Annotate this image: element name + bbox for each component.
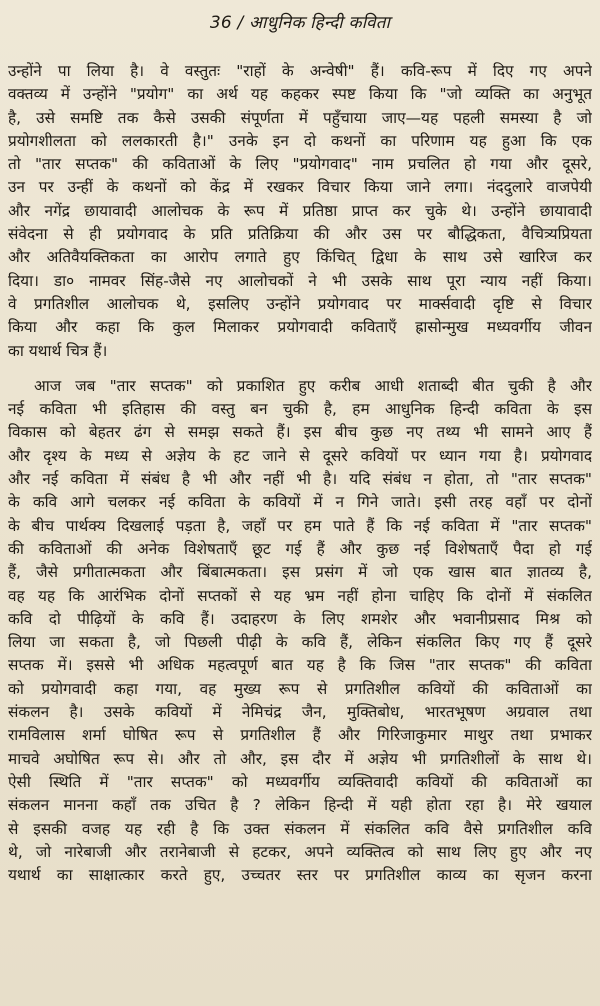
text-line: और दृश्य के मध्य से अज्ञेय के हट जाने से दूसरे कवियों पर ध्यान गया है। प्रयोगवाद [8, 446, 592, 465]
text-line: है, उसे समष्टि तक कैसे उसकी संपूर्णता में पहुँचाया जाए—यह पहली समस्या है जो [8, 108, 592, 127]
paragraph-gap [8, 363, 592, 375]
text-line: वक्तव्य में उन्होंने "प्रयोग" का अर्थ यह कहकर स्पष्ट किया कि "जो व्यक्ति का अनुभूत [8, 85, 592, 104]
text-line: और नई कविता में संबंध है भी और नहीं भी है। यदि संबंध न होता, तो "तार सप्तक" [8, 470, 592, 489]
text-line: संकलन है। उसके कवियों में नेमिचंद्र जैन, मुक्तिबोध, भारतभूषण अग्रवाल तथा [8, 703, 592, 722]
text-line: संवेदना से ही प्रयोगवाद के प्रति प्रतिक्रिया की और उस पर बौद्धिकता, वैचित्र्यप्रियता [8, 225, 592, 244]
text-line: वे प्रगतिशील आलोचक थे, इसलिए उन्होंने प्रयोगवाद पर मार्क्सवादी दृष्टि से विचार [8, 294, 592, 313]
text-line: की कविताओं की अनेक विशेषताएँ छूट गई हैं और कुछ नई विशेषताएँ पैदा हो गई [8, 539, 592, 558]
text-line: उन्होंने पा लिया है। वे वस्तुतः "राहों के अन्वेषी" हैं। कवि-रूप में दिए गए अपने [8, 62, 592, 80]
text-line: संकलन मानना कहाँ तक उचित है ? लेकिन हिन्दी में यही होता रहा है। मेरे खयाल [8, 796, 592, 815]
text-line: तो "तार सप्तक" की कविताओं के लिए "प्रयोगवाद" नाम प्रचलित हो गया और दूसरे, [8, 155, 592, 174]
text-line: और नगेंद्र छायावादी आलोचक के रूप में प्रतिष्ठा प्राप्त कर चुके थे। उन्होंने छायावादी [8, 201, 592, 220]
text-line: का यथार्थ चित्र हैं। [8, 341, 108, 360]
text-line: और अतिवैयक्तिकता का आरोप लगाते हुए किंचित् द्विधा के साथ उसे खारिज कर [8, 248, 592, 267]
text-line: रामविलास शर्मा घोषित रूप से प्रगतिशील हैं और गिरिजाकुमार माथुर तथा प्रभाकर [8, 726, 592, 745]
text-line: प्रयोगशीलता को ललकारती है।" उनके इन दो कथनों का परिणाम यह हुआ कि एक [8, 131, 592, 150]
text-line: उन पर उन्हीं के कथनों को केंद्र में रखकर विचार किया जाने लगा। नंददुलारे वाजपेयी [8, 178, 592, 197]
text-line: विकास को बेहतर ढंग से समझ सकते हैं। इस बीच कुछ नए तथ्य भी सामने आए हैं [8, 423, 592, 442]
paragraph-2 [8, 375, 592, 888]
text-line: माचवे अघोषित रूप से। और तो और, इस दौर में अज्ञेय भी प्रगतिशीलों के साथ थे। [8, 749, 592, 768]
text-line: ऐसी स्थिति में "तार सप्तक" को मध्यवर्गीय व्यक्तिवादी कवियों की कविताओं का [8, 772, 592, 791]
body-text [8, 60, 592, 887]
text-line: लिया जा सकता है, जो पिछली पीढ़ी के कवि हैं, लेकिन संकलित किए गए हैं दूसरे [8, 633, 592, 652]
text-line: को प्रयोगवादी कहा गया, वह मुख्य रूप से प्रगतिशील कवियों की कविताओं का [8, 679, 592, 698]
text-line: कवि दो पीढ़ियों के कवि हैं। उदाहरण के लिए शमशेर और भवानीप्रसाद मिश्र को [8, 609, 592, 628]
text-line: किया और कहा कि कुल मिलाकर प्रयोगवादी कविताएँ ह्रासोन्मुख मध्यवर्गीय जीवन [8, 318, 592, 337]
text-line: वह यह कि आरंभिक दोनों सप्तकों से यह भ्रम नहीं होना चाहिए कि दोनों में संकलित [8, 586, 592, 605]
text-line: नई कविता भी इतिहास की वस्तु बन चुकी है, हम आधुनिक हिन्दी कविता के इस [8, 400, 592, 419]
text-line: आज जब "तार सप्तक" को प्रकाशित हुए करीब आधी शताब्दी बीत चुकी है और [34, 376, 592, 395]
text-line: हैं, जैसे प्रगीतात्मकता और बिंबात्मकता। इस प्रसंग में जो एक खास बात ज्ञातव्य है, [8, 563, 592, 582]
paragraph-1 [8, 60, 592, 363]
text-line: सप्तक में। इससे भी अधिक महत्वपूर्ण बात यह है कि जिस "तार सप्तक" की कविता [8, 656, 592, 675]
text-line: से इसकी वजह यह रही है कि उक्त संकलन में संकलित कवि वैसे प्रगतिशील कवि [8, 819, 592, 838]
text-line: दिया। डा० नामवर सिंह-जैसे नए आलोचकों ने भी उसके साथ पूरा न्याय नहीं किया। [8, 271, 592, 290]
text-line: के कवि आगे चलकर नई कविता के कवियों में न गिने जाते। इसी तरह वहाँ पर दोनों [8, 493, 592, 512]
text-line: थे, जो नारेबाजी और तरानेबाजी से हटकर, अपने व्यक्तित्व को साथ लिए हुए और नए [8, 842, 592, 861]
running-head: 36 / आधुनिक हिन्दी कविता [209, 13, 391, 33]
text-line: यथार्थ का साक्षात्कार करते हुए, उच्चतर स्तर पर प्रगतिशील काव्य का सृजन करना [8, 866, 592, 885]
text-line: के बीच पार्थक्य दिखलाई पड़ता है, जहाँ पर हम पाते हैं कि नई कविता में "तार सप्तक" [8, 516, 592, 535]
